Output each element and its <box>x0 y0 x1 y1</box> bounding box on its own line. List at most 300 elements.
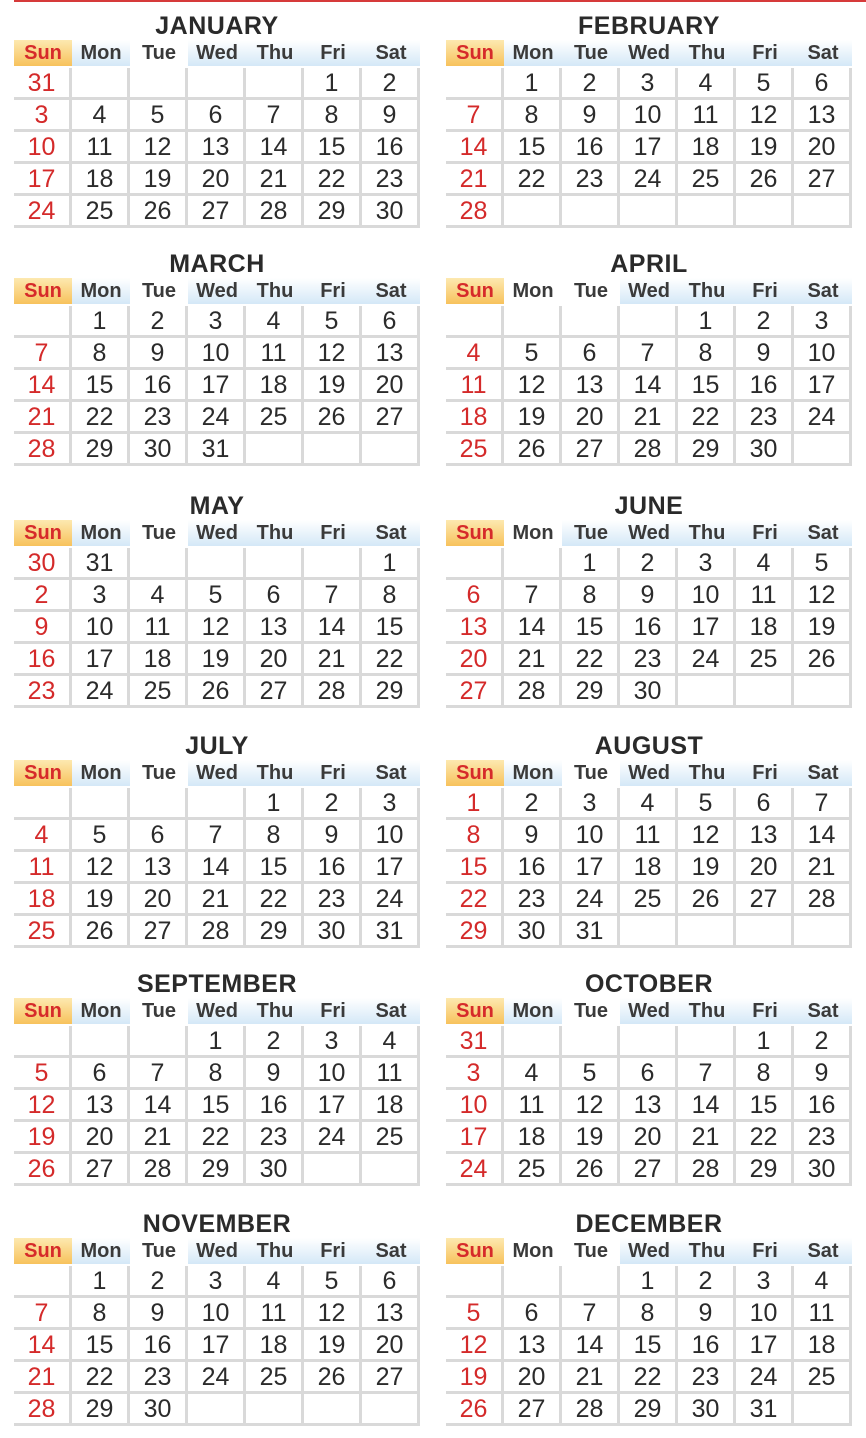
empty-day-cell <box>14 1266 72 1298</box>
day-cell: 14 <box>620 370 678 402</box>
weekday-header-row <box>446 760 852 788</box>
day-cell: 21 <box>562 1362 620 1394</box>
day-cell: 4 <box>246 1266 304 1298</box>
weekday-header-thu: Thu <box>246 1238 304 1264</box>
day-cell: 29 <box>304 196 362 228</box>
day-cell: 25 <box>130 676 188 708</box>
week-row <box>446 1266 852 1298</box>
month-december <box>446 1202 852 1426</box>
day-cell: 26 <box>504 434 562 466</box>
day-cell: 12 <box>304 1298 362 1330</box>
day-cell: 4 <box>736 548 794 580</box>
month-title: JUNE <box>614 492 684 520</box>
week-row <box>14 196 420 228</box>
day-cell: 7 <box>504 580 562 612</box>
empty-day-cell <box>620 196 678 228</box>
day-cell: 1 <box>246 788 304 820</box>
weekday-header-mon: Mon <box>504 998 562 1024</box>
day-cell: 8 <box>504 100 562 132</box>
week-row <box>14 306 420 338</box>
weekday-header-sat: Sat <box>794 998 852 1024</box>
day-cell: 7 <box>794 788 852 820</box>
week-rows <box>14 548 420 708</box>
weekday-header-tue: Tue <box>130 40 188 66</box>
empty-day-cell <box>620 916 678 948</box>
weekday-header-fri: Fri <box>736 520 794 546</box>
day-cell: 8 <box>72 1298 130 1330</box>
day-cell: 27 <box>446 676 504 708</box>
day-cell: 31 <box>188 434 246 466</box>
week-row <box>14 1298 420 1330</box>
day-cell: 17 <box>620 132 678 164</box>
weekday-header-sun: Sun <box>446 520 504 546</box>
day-cell: 10 <box>304 1058 362 1090</box>
weekday-header-row <box>14 278 420 306</box>
day-cell: 4 <box>678 68 736 100</box>
day-cell: 3 <box>678 548 736 580</box>
day-cell: 26 <box>794 644 852 676</box>
day-cell: 23 <box>304 884 362 916</box>
month-title: OCTOBER <box>584 970 714 998</box>
day-cell: 30 <box>14 548 72 580</box>
week-row <box>14 676 420 708</box>
week-row <box>446 370 852 402</box>
weekday-header-sat: Sat <box>362 520 420 546</box>
week-row <box>446 1394 852 1426</box>
day-cell: 12 <box>562 1090 620 1122</box>
empty-day-cell <box>504 1026 562 1058</box>
week-row <box>446 1090 852 1122</box>
empty-day-cell <box>562 1266 620 1298</box>
day-cell: 6 <box>446 580 504 612</box>
day-cell: 22 <box>562 644 620 676</box>
weekday-header-wed: Wed <box>188 998 246 1024</box>
weekday-header-fri: Fri <box>736 998 794 1024</box>
day-cell: 4 <box>362 1026 420 1058</box>
day-cell: 20 <box>130 884 188 916</box>
day-cell: 25 <box>446 434 504 466</box>
day-cell: 19 <box>562 1122 620 1154</box>
weekday-header-sun: Sun <box>14 998 72 1024</box>
day-cell: 7 <box>14 1298 72 1330</box>
weekday-header-sat: Sat <box>794 1238 852 1264</box>
day-cell: 30 <box>304 916 362 948</box>
day-cell: 15 <box>362 612 420 644</box>
day-cell: 7 <box>304 580 362 612</box>
day-cell: 18 <box>14 884 72 916</box>
day-cell: 25 <box>246 1362 304 1394</box>
week-row <box>14 338 420 370</box>
weekday-header-fri: Fri <box>304 1238 362 1264</box>
weekday-header-wed: Wed <box>188 40 246 66</box>
weekday-header-row <box>446 998 852 1026</box>
day-cell: 27 <box>736 884 794 916</box>
week-rows <box>446 788 852 948</box>
weekday-header-fri: Fri <box>304 278 362 304</box>
day-cell: 8 <box>620 1298 678 1330</box>
weekday-header-tue: Tue <box>130 520 188 546</box>
weekday-header-sat: Sat <box>362 1238 420 1264</box>
day-cell: 28 <box>446 196 504 228</box>
day-cell: 2 <box>736 306 794 338</box>
month-title: DECEMBER <box>575 1210 723 1238</box>
day-cell: 17 <box>188 370 246 402</box>
empty-day-cell <box>188 548 246 580</box>
weekday-header-sat: Sat <box>362 40 420 66</box>
weekday-header-row <box>14 520 420 548</box>
day-cell: 9 <box>304 820 362 852</box>
weekday-header-tue: Tue <box>130 278 188 304</box>
day-cell: 21 <box>794 852 852 884</box>
day-cell: 18 <box>678 132 736 164</box>
top-divider-line <box>14 0 866 2</box>
day-cell: 15 <box>678 370 736 402</box>
day-cell: 6 <box>72 1058 130 1090</box>
weekday-header-wed: Wed <box>620 760 678 786</box>
week-row <box>14 164 420 196</box>
day-cell: 4 <box>130 580 188 612</box>
day-cell: 12 <box>504 370 562 402</box>
empty-day-cell <box>72 788 130 820</box>
empty-day-cell <box>188 788 246 820</box>
day-cell: 4 <box>446 338 504 370</box>
day-cell: 25 <box>14 916 72 948</box>
empty-day-cell <box>794 916 852 948</box>
empty-day-cell <box>794 196 852 228</box>
week-row <box>14 1154 420 1186</box>
week-row <box>446 164 852 196</box>
week-row <box>14 402 420 434</box>
day-cell: 10 <box>362 820 420 852</box>
day-cell: 5 <box>504 338 562 370</box>
weekday-header-row <box>14 1238 420 1266</box>
day-cell: 2 <box>562 68 620 100</box>
weekday-header-sat: Sat <box>794 40 852 66</box>
week-row <box>446 1298 852 1330</box>
weekday-header-sat: Sat <box>794 278 852 304</box>
month-title: AUGUST <box>594 732 704 760</box>
week-rows <box>446 548 852 708</box>
empty-day-cell <box>446 306 504 338</box>
day-cell: 25 <box>72 196 130 228</box>
day-cell: 25 <box>246 402 304 434</box>
week-row <box>446 306 852 338</box>
day-cell: 1 <box>446 788 504 820</box>
week-row <box>14 644 420 676</box>
day-cell: 9 <box>794 1058 852 1090</box>
day-cell: 6 <box>362 1266 420 1298</box>
empty-day-cell <box>188 68 246 100</box>
day-cell: 19 <box>678 852 736 884</box>
day-cell: 28 <box>678 1154 736 1186</box>
day-cell: 29 <box>562 676 620 708</box>
empty-day-cell <box>678 196 736 228</box>
weekday-header-sun: Sun <box>14 760 72 786</box>
weekday-header-thu: Thu <box>678 760 736 786</box>
week-row <box>14 820 420 852</box>
day-cell: 22 <box>678 402 736 434</box>
day-cell: 28 <box>188 916 246 948</box>
month-title: JULY <box>185 732 249 760</box>
day-cell: 27 <box>72 1154 130 1186</box>
empty-day-cell <box>304 434 362 466</box>
weekday-header-row <box>14 760 420 788</box>
empty-day-cell <box>304 1394 362 1426</box>
day-cell: 12 <box>446 1330 504 1362</box>
day-cell: 15 <box>620 1330 678 1362</box>
week-row <box>446 1154 852 1186</box>
day-cell: 21 <box>304 644 362 676</box>
empty-day-cell <box>736 916 794 948</box>
day-cell: 10 <box>446 1090 504 1122</box>
weekday-header-mon: Mon <box>504 760 562 786</box>
day-cell: 27 <box>620 1154 678 1186</box>
day-cell: 20 <box>736 852 794 884</box>
day-cell: 5 <box>304 306 362 338</box>
day-cell: 19 <box>304 370 362 402</box>
empty-day-cell <box>188 1394 246 1426</box>
weekday-header-wed: Wed <box>188 1238 246 1264</box>
day-cell: 25 <box>794 1362 852 1394</box>
day-cell: 20 <box>246 644 304 676</box>
day-cell: 11 <box>246 1298 304 1330</box>
weekday-header-thu: Thu <box>678 40 736 66</box>
weekday-header-wed: Wed <box>188 760 246 786</box>
day-cell: 15 <box>304 132 362 164</box>
day-cell: 12 <box>678 820 736 852</box>
day-cell: 1 <box>362 548 420 580</box>
month-title: MARCH <box>169 250 265 278</box>
day-cell: 25 <box>678 164 736 196</box>
day-cell: 30 <box>504 916 562 948</box>
day-cell: 3 <box>304 1026 362 1058</box>
empty-day-cell <box>794 434 852 466</box>
day-cell: 11 <box>14 852 72 884</box>
day-cell: 16 <box>14 644 72 676</box>
day-cell: 30 <box>678 1394 736 1426</box>
weekday-header-thu: Thu <box>678 998 736 1024</box>
day-cell: 14 <box>14 370 72 402</box>
day-cell: 6 <box>736 788 794 820</box>
day-cell: 18 <box>504 1122 562 1154</box>
weekday-header-row <box>446 40 852 68</box>
day-cell: 23 <box>678 1362 736 1394</box>
day-cell: 18 <box>130 644 188 676</box>
empty-day-cell <box>504 196 562 228</box>
day-cell: 1 <box>562 548 620 580</box>
day-cell: 9 <box>736 338 794 370</box>
day-cell: 1 <box>504 68 562 100</box>
day-cell: 10 <box>72 612 130 644</box>
day-cell: 6 <box>188 100 246 132</box>
empty-day-cell <box>246 548 304 580</box>
week-row <box>446 580 852 612</box>
day-cell: 12 <box>736 100 794 132</box>
day-cell: 1 <box>678 306 736 338</box>
day-cell: 16 <box>304 852 362 884</box>
week-row <box>446 612 852 644</box>
day-cell: 9 <box>362 100 420 132</box>
day-cell: 11 <box>362 1058 420 1090</box>
day-cell: 31 <box>72 548 130 580</box>
day-cell: 18 <box>246 1330 304 1362</box>
day-cell: 9 <box>562 100 620 132</box>
day-cell: 4 <box>246 306 304 338</box>
day-cell: 8 <box>362 580 420 612</box>
day-cell: 13 <box>72 1090 130 1122</box>
week-rows <box>446 1266 852 1426</box>
day-cell: 23 <box>130 402 188 434</box>
weekday-header-row <box>446 278 852 306</box>
empty-day-cell <box>246 1394 304 1426</box>
day-cell: 27 <box>188 196 246 228</box>
day-cell: 29 <box>620 1394 678 1426</box>
day-cell: 13 <box>504 1330 562 1362</box>
weekday-header-fri: Fri <box>304 760 362 786</box>
month-title: MAY <box>189 492 245 520</box>
day-cell: 27 <box>362 402 420 434</box>
day-cell: 17 <box>72 644 130 676</box>
weekday-header-mon: Mon <box>72 998 130 1024</box>
day-cell: 27 <box>562 434 620 466</box>
weekday-header-tue: Tue <box>562 40 620 66</box>
empty-day-cell <box>446 1266 504 1298</box>
day-cell: 18 <box>446 402 504 434</box>
day-cell: 11 <box>620 820 678 852</box>
weekday-header-sat: Sat <box>794 520 852 546</box>
weekday-header-mon: Mon <box>504 520 562 546</box>
empty-day-cell <box>678 1026 736 1058</box>
day-cell: 28 <box>562 1394 620 1426</box>
day-cell: 28 <box>14 1394 72 1426</box>
day-cell: 21 <box>130 1122 188 1154</box>
weekday-header-sun: Sun <box>446 40 504 66</box>
day-cell: 21 <box>504 644 562 676</box>
empty-day-cell <box>14 306 72 338</box>
weekday-header-mon: Mon <box>504 1238 562 1264</box>
empty-day-cell <box>736 196 794 228</box>
day-cell: 23 <box>14 676 72 708</box>
day-cell: 12 <box>304 338 362 370</box>
day-cell: 20 <box>504 1362 562 1394</box>
week-row <box>14 884 420 916</box>
day-cell: 29 <box>736 1154 794 1186</box>
day-cell: 24 <box>72 676 130 708</box>
weekday-header-mon: Mon <box>72 40 130 66</box>
day-cell: 21 <box>246 164 304 196</box>
empty-day-cell <box>446 68 504 100</box>
day-cell: 17 <box>14 164 72 196</box>
day-cell: 1 <box>304 68 362 100</box>
day-cell: 8 <box>188 1058 246 1090</box>
day-cell: 5 <box>72 820 130 852</box>
empty-day-cell <box>794 676 852 708</box>
day-cell: 7 <box>678 1058 736 1090</box>
weekday-header-sun: Sun <box>14 40 72 66</box>
day-cell: 20 <box>562 402 620 434</box>
day-cell: 19 <box>446 1362 504 1394</box>
empty-day-cell <box>72 1026 130 1058</box>
day-cell: 8 <box>562 580 620 612</box>
day-cell: 9 <box>14 612 72 644</box>
weekday-header-sat: Sat <box>362 278 420 304</box>
week-row <box>14 1090 420 1122</box>
day-cell: 16 <box>620 612 678 644</box>
day-cell: 12 <box>72 852 130 884</box>
day-cell: 28 <box>620 434 678 466</box>
day-cell: 16 <box>246 1090 304 1122</box>
day-cell: 21 <box>14 1362 72 1394</box>
day-cell: 25 <box>620 884 678 916</box>
weekday-header-row <box>14 40 420 68</box>
day-cell: 14 <box>794 820 852 852</box>
month-july <box>14 724 420 948</box>
day-cell: 17 <box>562 852 620 884</box>
month-title: SEPTEMBER <box>136 970 298 998</box>
day-cell: 13 <box>362 1298 420 1330</box>
day-cell: 19 <box>130 164 188 196</box>
day-cell: 16 <box>130 1330 188 1362</box>
day-cell: 23 <box>736 402 794 434</box>
empty-day-cell <box>562 1026 620 1058</box>
empty-day-cell <box>620 1026 678 1058</box>
weekday-header-tue: Tue <box>562 760 620 786</box>
empty-day-cell <box>678 916 736 948</box>
day-cell: 31 <box>736 1394 794 1426</box>
week-rows <box>14 68 420 228</box>
day-cell: 3 <box>794 306 852 338</box>
weekday-header-sat: Sat <box>362 998 420 1024</box>
day-cell: 13 <box>130 852 188 884</box>
week-row <box>14 852 420 884</box>
day-cell: 9 <box>246 1058 304 1090</box>
day-cell: 7 <box>446 100 504 132</box>
day-cell: 14 <box>130 1090 188 1122</box>
day-cell: 6 <box>130 820 188 852</box>
day-cell: 28 <box>14 434 72 466</box>
week-row <box>14 1330 420 1362</box>
day-cell: 16 <box>562 132 620 164</box>
day-cell: 30 <box>362 196 420 228</box>
day-cell: 13 <box>620 1090 678 1122</box>
day-cell: 30 <box>130 434 188 466</box>
day-cell: 2 <box>620 548 678 580</box>
day-cell: 5 <box>736 68 794 100</box>
weekday-header-sun: Sun <box>446 998 504 1024</box>
day-cell: 4 <box>620 788 678 820</box>
day-cell: 5 <box>188 580 246 612</box>
empty-day-cell <box>130 68 188 100</box>
day-cell: 3 <box>562 788 620 820</box>
day-cell: 13 <box>446 612 504 644</box>
month-january <box>14 4 420 228</box>
month-title: APRIL <box>610 250 688 278</box>
day-cell: 6 <box>562 338 620 370</box>
day-cell: 2 <box>14 580 72 612</box>
day-cell: 30 <box>246 1154 304 1186</box>
day-cell: 9 <box>130 338 188 370</box>
weekday-header-fri: Fri <box>304 520 362 546</box>
day-cell: 23 <box>794 1122 852 1154</box>
week-row <box>14 434 420 466</box>
day-cell: 3 <box>446 1058 504 1090</box>
day-cell: 15 <box>736 1090 794 1122</box>
empty-day-cell <box>504 306 562 338</box>
day-cell: 30 <box>130 1394 188 1426</box>
week-row <box>446 1122 852 1154</box>
month-february <box>446 4 852 228</box>
weekday-header-wed: Wed <box>620 1238 678 1264</box>
